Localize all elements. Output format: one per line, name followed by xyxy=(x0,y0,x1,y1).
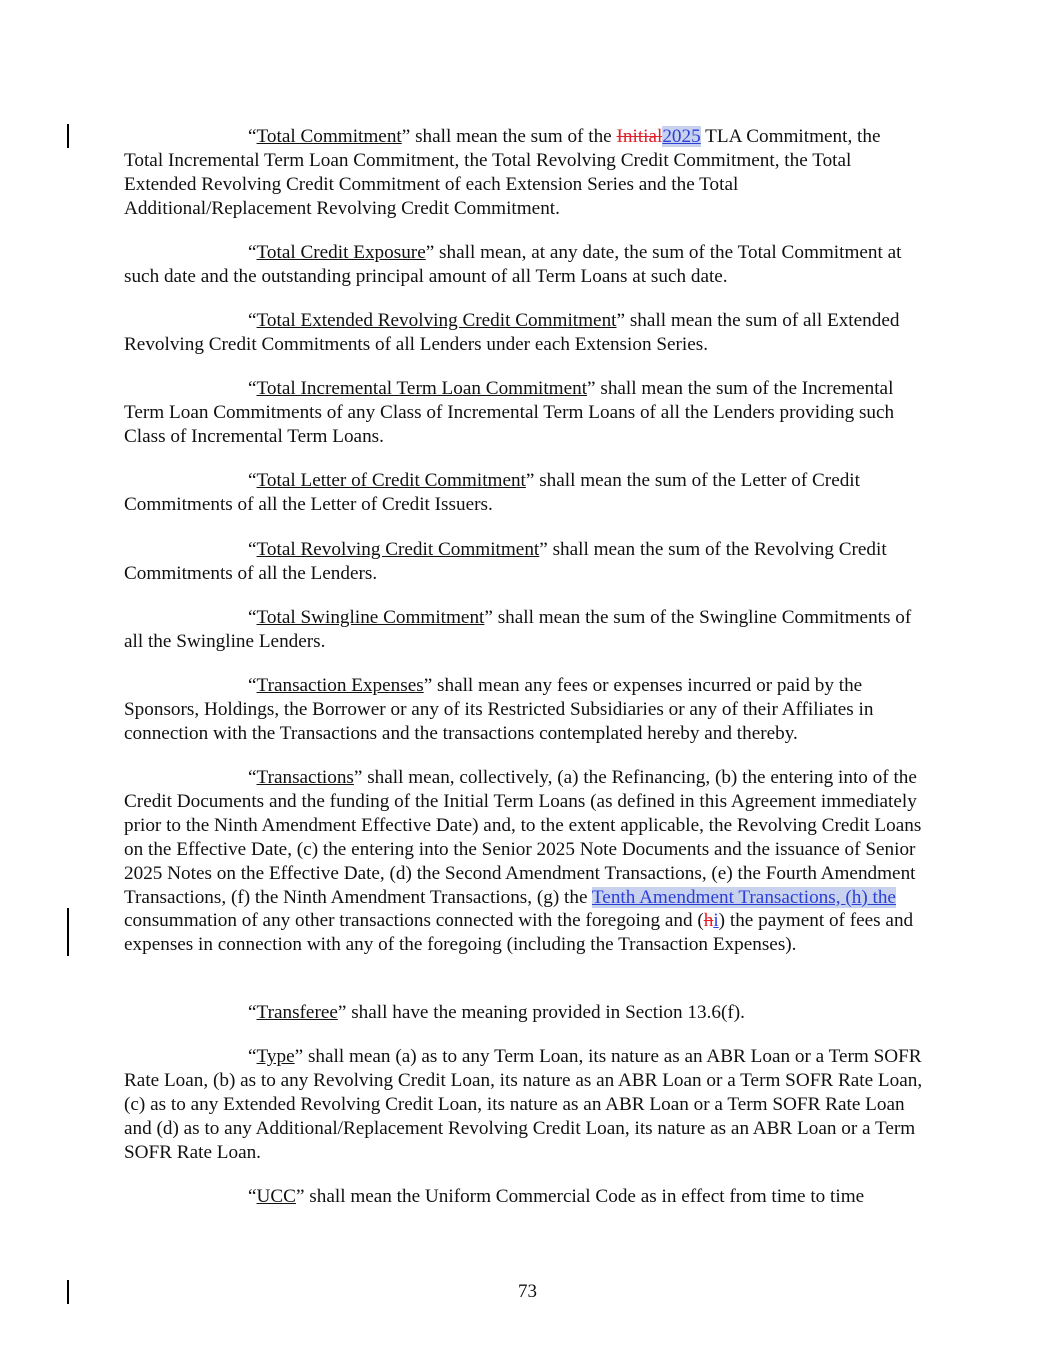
defined-term: Transaction Expenses xyxy=(256,675,424,696)
deleted-text: h xyxy=(703,910,714,932)
definition-total-commitment: “Total Commitment” shall mean the sum of the Initial2025 TLA Commitment, the Total Incremental Term Loan Commitment, the Total Revolving Credit Commitment, the Total Extended Revolving Credit Commitment of each Extension Series and the Total Additional/Replacement Revolving Credit Commitment. xyxy=(124,126,881,219)
defined-term: Total Letter of Credit Commitment xyxy=(256,470,526,491)
definition-total-swingline-commitment: “Total Swingline Commitment” shall mean the sum of the Swingline Commitments of all the Swingline Lenders. xyxy=(124,607,912,652)
definition-type: “Type” shall mean (a) as to any Term Loan, its nature as an ABR Loan or a Term SOFR Rate Loan, (b) as to any Revolving Credit Loan, its nature as an ABR Loan or a Term SOFR Rate Loan, (c) as to any Extended Revolving Credit Loan, its nature as an ABR Loan or a Term SOFR Rate Loan and (d) as to any Additional/Replacement Revolving Credit Loan, its nature as an ABR Loan or a Term SOFR Rate Loan. xyxy=(124,1046,923,1163)
definition-transactions: “Transactions” shall mean, collectively, (a) the Refinancing, (b) the entering into of the Credit Documents and the funding of the Initial Term Loans (as defined in this Agreement immediately prior to the Ninth Amendment Effective Date) and, to the extent applicable, the Revolving Credit Loans on the Effective Date, (c) the entering into the Senior 2025 Note Documents and the issuance of Senior 2025 Notes on the Effective Date, (d) the Second Amendment Transactions, (e) the Fourth Amendment Transactions, (f) the Ninth Amendment Transactions, (g) the Tenth Amendment Transactions, (h) the consummation of any other transactions connected with the foregoing and (hi) the payment of fees and expenses in connection with any of the foregoing (including the Transaction Expenses). xyxy=(124,767,922,956)
definition-total-letter-of-credit-commitment: “Total Letter of Credit Commitment” shall mean the sum of the Letter of Credit Commitments of all the Letter of Credit Issuers. xyxy=(124,470,860,515)
definition-total-incremental-term-loan-commitment: “Total Incremental Term Loan Commitment” shall mean the sum of the Incremental Term Loan Commitments of any Class of Incremental Term Loans of all the Lenders providing such Class of Incremental Term Loans. xyxy=(124,378,895,447)
inserted-text: 2025 xyxy=(662,126,701,147)
defined-term: Transferee xyxy=(256,1002,338,1023)
defined-term: Total Incremental Term Loan Commitment xyxy=(256,378,588,399)
definition-total-revolving-credit-commitment: “Total Revolving Credit Commitment” shall mean the sum of the Revolving Credit Commitments of all the Lenders. xyxy=(124,539,887,584)
defined-term: Total Commitment xyxy=(256,126,402,147)
change-bar xyxy=(67,908,69,956)
definition-transaction-expenses: “Transaction Expenses” shall mean any fees or expenses incurred or paid by the Sponsors, Holdings, the Borrower or any of its Restricted Subsidiaries or any of their Affiliates in connection with the Transactions and the transactions contemplated hereby and thereby. xyxy=(124,675,874,744)
inserted-text: i xyxy=(713,910,719,932)
defined-term: Total Extended Revolving Credit Commitment xyxy=(256,310,617,331)
change-bar xyxy=(67,124,69,148)
definition-total-extended-revolving-credit-commitment: “Total Extended Revolving Credit Commitment” shall mean the sum of all Extended Revolving Credit Commitments of all Lenders under each Extension Series. xyxy=(124,310,900,355)
defined-term: Type xyxy=(256,1046,295,1067)
defined-term: Total Swingline Commitment xyxy=(256,607,485,628)
defined-term: Transactions xyxy=(256,767,354,788)
defined-term: Total Revolving Credit Commitment xyxy=(256,539,540,560)
definition-total-credit-exposure: “Total Credit Exposure” shall mean, at any date, the sum of the Total Commitment at such date and the outstanding principal amount of all Term Loans at such date. xyxy=(124,242,902,287)
page-number: 73 xyxy=(518,1281,537,1302)
inserted-text: Tenth Amendment Transactions, (h) the xyxy=(591,886,896,908)
defined-term: UCC xyxy=(256,1186,296,1207)
defined-term: Total Credit Exposure xyxy=(256,242,426,263)
definition-transferee: “Transferee” shall have the meaning provided in Section 13.6(f). xyxy=(248,1002,745,1023)
deleted-text: Initial xyxy=(616,126,663,147)
definition-ucc: “UCC” shall mean the Uniform Commercial Code as in effect from time to time xyxy=(248,1186,865,1207)
